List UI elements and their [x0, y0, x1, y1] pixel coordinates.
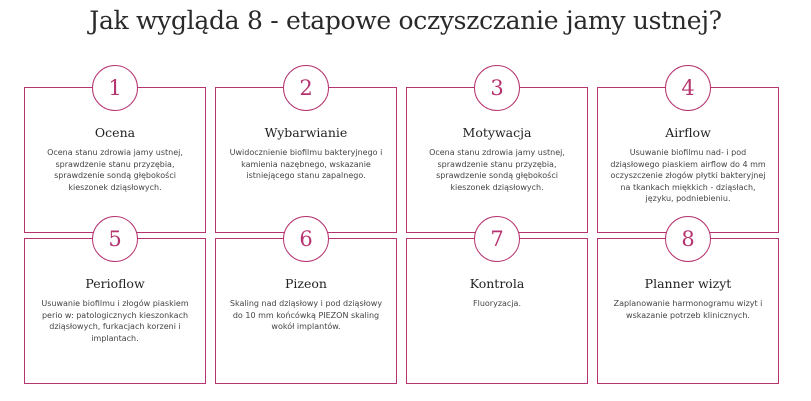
- step-description: Skaling nad dziąsłowy i pod dziąsłowy do 10 mm końcówką PIEZON skaling wokół implantów.: [229, 299, 383, 331]
- step-description: Zaplanowanie harmonogramu wizyt i wskazanie potrzeb klinicznych.: [613, 299, 763, 320]
- step-card-5: [24, 227, 206, 384]
- step-card-8: [597, 227, 779, 384]
- step-description: Usuwanie biofilmu i złogów piaskiem perio w: patologicznych kieszonkach dziąsłowych, furkacjach korzeni i implantach.: [41, 299, 189, 343]
- step-number-badge: 5: [92, 216, 138, 262]
- step-description: Ocena stanu zdrowia jamy ustnej, sprawdzenie stanu przyzębia, sprawdzenie sondą głębokości kieszonek dziąsłowych.: [47, 148, 183, 192]
- step-card-6: [215, 227, 397, 384]
- step-title: Ocena: [94, 125, 136, 140]
- step-description: Uwidocznienie biofilmu bakteryjnego i kamienia nazębnego, wskazanie istniejącego stanu zapalnego.: [229, 148, 383, 180]
- step-title: Airflow: [665, 125, 711, 140]
- step-card-7: [406, 227, 588, 384]
- step-description: Fluoryzacja.: [473, 299, 521, 308]
- step-title: Perioflow: [85, 276, 145, 291]
- step-title: Kontrola: [469, 276, 525, 291]
- step-title: Motywacja: [462, 125, 532, 140]
- step-card-3: [406, 76, 588, 233]
- step-title: Pizeon: [285, 276, 327, 291]
- step-card-2: [215, 76, 397, 233]
- step-description: Ocena stanu zdrowia jamy ustnej, sprawdzenie stanu przyzębia, sprawdzenie sondą głębokości kieszonek dziąsłowych.: [429, 148, 565, 192]
- step-title: Planner wizyt: [644, 276, 732, 291]
- step-number-badge: 1: [92, 65, 138, 111]
- step-number-badge: 8: [665, 216, 711, 262]
- step-number-badge: 2: [283, 65, 329, 111]
- step-title: Wybarwianie: [264, 125, 348, 140]
- step-card-4: [597, 76, 779, 233]
- step-number-badge: 6: [283, 216, 329, 262]
- step-number-badge: 7: [474, 216, 520, 262]
- step-card-1: [24, 76, 206, 233]
- step-number-badge: 4: [665, 65, 711, 111]
- step-description: Usuwanie biofilmu nad- i pod dziąsłowego piaskiem airflow do 4 mm oczyszczenie złogów płytki bakteryjnej na tkankach miękkich - dziąsłach, języku, podniebieniu.: [610, 148, 766, 203]
- page-title: Jak wygląda 8 - etapowe oczyszczanie jamy ustnej?: [89, 6, 722, 35]
- step-number-badge: 3: [474, 65, 520, 111]
